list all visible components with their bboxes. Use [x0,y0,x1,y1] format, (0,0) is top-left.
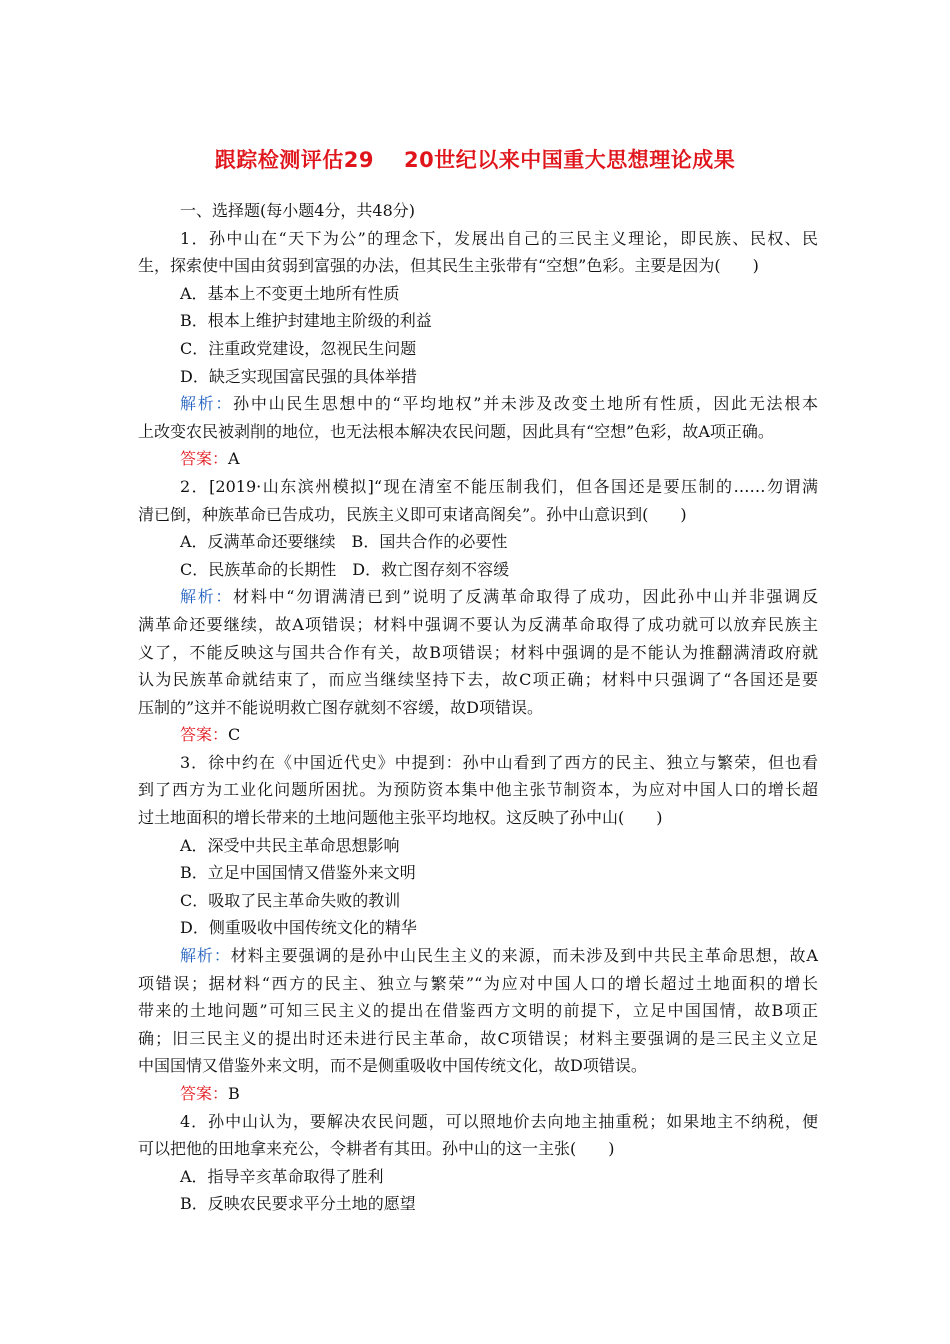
q2-analysis-line [138,583,818,611]
q1-option: C．注重政党建设，忽视民生问题 [180,338,417,358]
q1-stem-line: 1．孙中山在“天下为公”的理念下，发展出自己的三民主义理论，即民族、民权、民 [180,228,818,248]
q2-stem-line: 2．[2019·山东滨州模拟]“现在清室不能压制我们，但各国还是要压制的……勿谓满 [180,476,818,496]
q2-analysis-text: 材料中“勿谓满清已到”说明了反满革命取得了成功，因此孙中山并非强调反 [233,587,818,607]
q3-option: C．吸取了民主革命失败的教训 [180,890,401,910]
q3-stem-line: 3．徐中约在《中国近代史》中提到：孙中山看到了西方的民主、独立与繁荣，但也看 [180,752,818,772]
section-heading: 一、选择题(每小题4分，共48分) [180,201,416,220]
q2-stem-line: 清已倒，种族革命已告成功，民族主义即可束诸高阁矣”。孙中山意识到( ) [138,504,687,524]
q3-stem-line: 到了西方为工业化问题所困扰。为预防资本集中他主张节制资本，为应对中国人口的增长超 [138,780,818,800]
q2-option: A．反满革命还要继续 B．国共合作的必要性 [180,532,508,552]
q3-option: B．立足中国国情又借鉴外来文明 [180,863,416,883]
answer-label: 答案： [180,725,229,745]
q1-answer-value: A [228,449,240,469]
q1-option: B．根本上维护封建地主阶级的利益 [180,311,432,331]
q4-stem-line: 可以把他的田地拿来充公，令耕者有其田。孙中山的这一主张( ) [138,1139,615,1159]
q2-analysis-line: 满革命还要继续，故A项错误；材料中强调不要认为反满革命取得了成功就可以放弃民族主 [138,614,818,634]
q1-analysis-text: 孙中山民生思想中的“平均地权”并未涉及改变土地所有性质，因此无法根本 [233,394,818,414]
q3-option: D．侧重吸收中国传统文化的精华 [180,918,417,938]
title-part-1: 跟踪检测评估29 [214,148,374,172]
q3-analysis-line: 带来的土地问题”可知三民主义的提出在借鉴西方文明的前提下，立足中国国情，故B项正 [138,1001,818,1021]
q3-analysis-line [138,942,818,970]
q2-analysis-line: 义了，不能反映这与国共合作有关，故B项错误；材料中强调的是不能认为推翻满清政府就 [138,642,818,662]
q2-analysis-line: 认为民族革命就结束了，而应当继续坚持下去，故C项正确；材料中只强调了“各国还是要 [138,670,818,690]
answer-label: 答案： [180,449,229,469]
q2-analysis-line: 压制的”这并不能说明救亡图存就刻不容缓，故D项错误。 [138,697,544,717]
analysis-label: 解析： [180,587,234,607]
q3-analysis-text: 材料主要强调的是孙中山民生主义的来源，而未涉及到中共民主革命思想，故A [230,946,818,966]
q2-answer [138,721,818,749]
q3-option: A．深受中共民主革命思想影响 [180,835,400,855]
q1-analysis-line [138,390,818,418]
document-body [138,197,818,1218]
q4-stem-line: 4．孙中山认为，要解决农民问题，可以照地价去向地主抽重税；如果地主不纳税，便 [180,1111,818,1131]
page-title [0,144,950,174]
q2-answer-value: C [228,725,241,745]
q1-option: A．基本上不变更土地所有性质 [180,283,400,303]
analysis-label: 解析： [180,946,231,966]
q4-option: A．指导辛亥革命取得了胜利 [180,1166,384,1186]
q3-answer-value: B [228,1084,240,1103]
title-part-2: 20世纪以来中国重大思想理论成果 [404,148,736,172]
q3-analysis-line: 确；旧三民主义的提出时还未进行民主革命，故C项错误；材料主要强调的是三民主义立足 [138,1028,818,1048]
q4-option: B．反映农民要求平分土地的愿望 [180,1194,416,1214]
analysis-label: 解析： [180,394,234,414]
q2-option: C．民族革命的长期性 D．救亡图存刻不容缓 [180,559,510,579]
q1-stem-line: 生，探索使中国由贫弱到富强的办法，但其民生主张带有“空想”色彩。主要是因为( ) [138,256,759,276]
q1-answer [138,445,818,473]
answer-label: 答案： [180,1084,229,1103]
q1-analysis-line: 上改变农民被剥削的地位，也无法根本解决农民问题，因此具有“空想”色彩，故A项正确。 [138,421,774,441]
q3-answer [138,1080,818,1108]
q1-option: D．缺乏实现国富民强的具体举措 [180,366,417,386]
q3-stem-line: 过土地面积的增长带来的土地问题他主张平均地权。这反映了孙中山( ) [138,808,663,828]
q3-analysis-line: 项错误；据材料“西方的民主、独立与繁荣”“为应对中国人口的增长超过土地面积的增长 [138,973,818,993]
q3-analysis-line: 中国国情又借鉴外来文明，而不是侧重吸收中国传统文化，故D项错误。 [138,1056,647,1076]
